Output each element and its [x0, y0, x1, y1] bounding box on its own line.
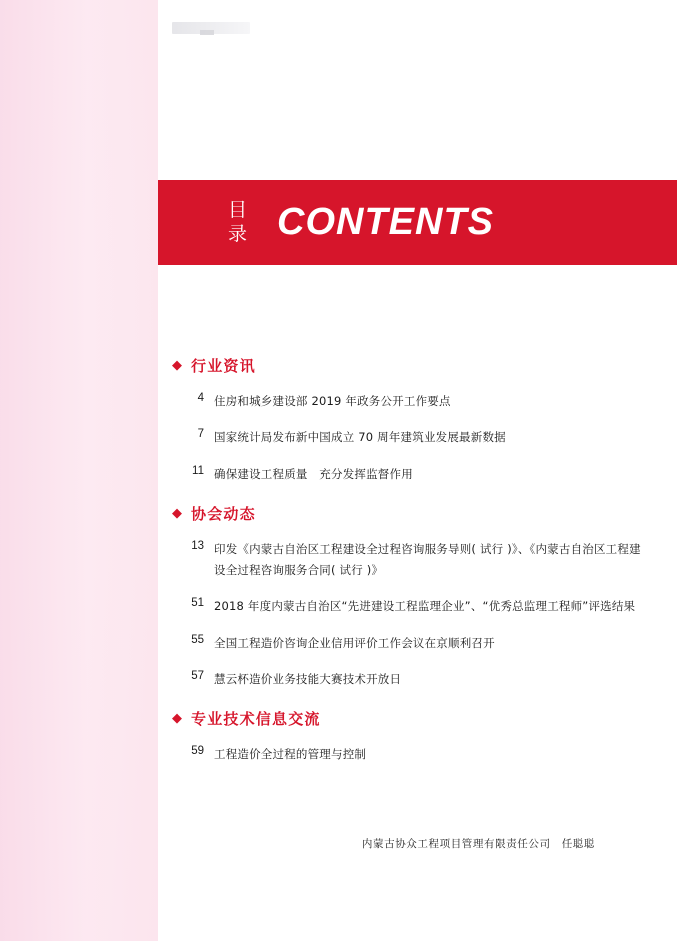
diamond-bullet-icon: ◆	[172, 710, 182, 726]
toc-entry-title: 2018 年度内蒙古自治区“先进建设工程监理企业”、“优秀总监理工程师”评选结果	[214, 599, 636, 614]
article-byline: 内蒙古协众工程项目管理有限责任公司 任聪聪	[361, 838, 595, 850]
toc-entry[interactable]	[158, 744, 677, 765]
toc-entry[interactable]	[158, 596, 677, 617]
section-title-label: 行业资讯	[191, 357, 256, 375]
contents-banner-chinese-line1: 目	[228, 198, 250, 221]
toc-entry-title: 全国工程造价咨询企业信用评价工作会议在京顺利召开	[214, 635, 495, 650]
toc-entry[interactable]	[158, 539, 677, 582]
toc-entry-page: 55	[191, 633, 204, 646]
section-header	[158, 503, 677, 524]
toc-entry[interactable]	[158, 391, 677, 412]
section-header	[158, 355, 677, 376]
toc-entry-title: 确保建设工程质量 充分发挥监督作用	[214, 466, 413, 481]
toc-entry[interactable]	[158, 464, 677, 485]
contents-banner-english-title: CONTENTS	[277, 201, 495, 243]
contents-banner	[158, 180, 677, 265]
toc-entry-title: 印发《内蒙古自治区工程建设全过程咨询服务导则( 试行 )》、《内蒙古自治区工程建设全过程咨询服务合同( 试行 )》	[214, 541, 641, 578]
toc-entry-title: 慧云杯造价业务技能大赛技术开放日	[214, 671, 402, 686]
toc-entry-page: 11	[192, 464, 204, 477]
contents-banner-chinese-title	[228, 199, 249, 247]
toc-entry-page: 7	[197, 428, 204, 441]
contents-banner-chinese-line2: 录	[228, 222, 250, 245]
section-title-label: 专业技术信息交流	[191, 710, 321, 729]
toc-section-association-news	[158, 503, 677, 690]
toc-entry-page: 57	[191, 669, 204, 682]
toc-entry-page: 4	[197, 392, 204, 404]
toc-entry-title: 住房和城乡建设部 2019 年政务公开工作要点	[214, 394, 451, 408]
toc-entry[interactable]	[158, 427, 677, 448]
section-header	[158, 708, 677, 729]
diamond-bullet-icon: ◆	[172, 357, 182, 372]
toc-entry-page: 59	[191, 745, 204, 758]
toc-entry-page: 13	[191, 539, 204, 552]
toc-entry-title: 国家统计局发布新中国成立 70 周年建筑业发展最新数据	[214, 430, 506, 445]
toc-entry-page: 51	[191, 597, 204, 610]
diamond-bullet-icon: ◆	[172, 504, 182, 520]
toc-entry[interactable]	[158, 633, 677, 654]
toc-entry[interactable]	[158, 669, 677, 690]
toc-entry-title: 工程造价全过程的管理与控制	[214, 747, 367, 762]
section-title-label: 协会动态	[191, 504, 256, 523]
decorative-left-band-gradient	[0, 0, 158, 941]
decorative-left-band	[0, 0, 158, 941]
scan-artifact-mark-secondary	[200, 30, 214, 35]
toc-section-industry-news	[158, 355, 677, 485]
table-of-contents	[158, 355, 677, 780]
toc-section-technical-exchange	[158, 708, 677, 765]
